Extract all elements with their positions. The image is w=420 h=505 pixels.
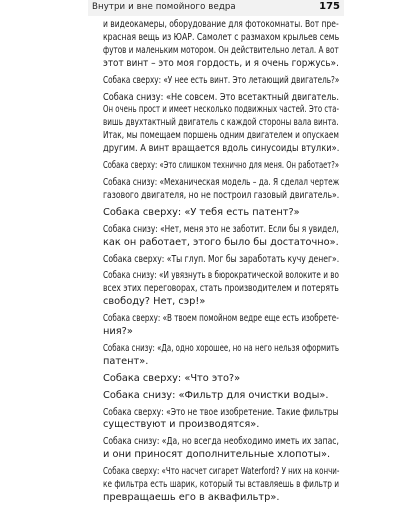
text-line: Итак, мы помещаем поршень одним двигателем и опускаем — [103, 130, 339, 142]
paragraph — [103, 270, 339, 309]
text-line: Собака сверху: «Что насчет сигарет Waterford? У них на кончи- — [103, 466, 340, 478]
text-line: ке фильтра есть шарик, который ты вставляешь в фильтр и — [103, 479, 340, 491]
text-line: футов и маленьким мотором. Он действительно летал. А вот — [103, 44, 339, 56]
text-line: Собака снизу: «Да, но всегда необходимо иметь их запас, — [103, 436, 339, 448]
text-line: Собака снизу: «Фильтр для очистки воды». — [103, 389, 329, 401]
text-line: Собака снизу: «Не совсем. Это всетактный двигатель. — [103, 91, 339, 103]
text-line: Собака сверху: «У нее есть винт. Это летающий двигатель?» — [103, 74, 340, 86]
paragraph — [103, 177, 339, 203]
text-line: превращаешь его в аквафильтр». — [103, 492, 280, 503]
text-line: существуют и производятся». — [103, 419, 260, 431]
paragraph — [103, 207, 339, 220]
text-line: всех этих переговорах, стать производителем и потерять — [103, 283, 339, 295]
paragraph — [103, 19, 339, 71]
text-line: вишь двухтактный двигатель с каждой стороны вала винта. — [103, 117, 339, 129]
text-line: как он работает, этого было бы достаточно». — [103, 236, 339, 248]
text-line: Собака снизу: «Механическая модель – да. Я сделал чертеж — [103, 176, 340, 188]
text-line: Он очень прост и имеет несколько подвижных частей. Это ста- — [103, 104, 340, 116]
text-line: ния?» — [103, 326, 133, 338]
text-line: Собака сверху: «Это слишком технично для меня. Он работает?» — [103, 160, 340, 172]
text-line: свободу? Нет, сэр!» — [103, 296, 206, 308]
paragraph — [103, 436, 339, 462]
text-line: и видеокамеры, оборудование для фотокомнаты. Вот пре- — [103, 19, 339, 30]
text-line: Собака сверху: «У тебя есть патент?» — [103, 206, 300, 218]
paragraph — [103, 224, 339, 250]
text-line: другим. А винт вращается вдоль синусоиды втулки». — [103, 143, 340, 155]
paragraph — [103, 343, 339, 369]
text-line: этот винт – это моя гордость, и я очень горжусь». — [103, 57, 339, 69]
paragraph — [103, 373, 339, 386]
text-line: красная вещь из ЮАР. Самолет с размахом крыльев семь — [103, 31, 340, 43]
text-line: Собака снизу: «Нет, меня это не заботит. Если бы я увидел, — [103, 223, 339, 235]
text-line: Собака сверху: «Это не твое изобретение. Такие фильтры — [103, 406, 339, 418]
page-number: 175 — [319, 1, 340, 12]
paragraph — [103, 92, 339, 157]
paragraph — [103, 407, 339, 433]
running-title: Внутри и вне помойного ведра — [92, 2, 236, 12]
body-text — [103, 19, 339, 505]
text-line: Собака сверху: «В твоем помойном ведре еще есть изобрете- — [103, 313, 339, 325]
text-line: Собака снизу: «И увязнуть в бюрократической волоките и во — [103, 270, 339, 282]
paragraph — [103, 254, 339, 267]
text-line: Собака сверху: «Что это?» — [103, 372, 241, 384]
text-line: Собака снизу: «Да, одно хорошее, но на него нельзя оформить — [103, 342, 339, 354]
text-line: и они приносят дополнительные хлопоты». — [103, 449, 331, 461]
text-line: патент». — [103, 355, 149, 367]
text-line: Собака сверху: «Ты глуп. Мог бы заработать кучу денег». — [103, 253, 340, 265]
paragraph — [103, 75, 339, 88]
text-line: газового двигателя, но не построил газовый двигатель». — [103, 189, 340, 201]
paragraph — [103, 390, 339, 403]
paragraph — [103, 466, 339, 505]
paragraph — [103, 313, 339, 339]
paragraph — [103, 160, 339, 173]
